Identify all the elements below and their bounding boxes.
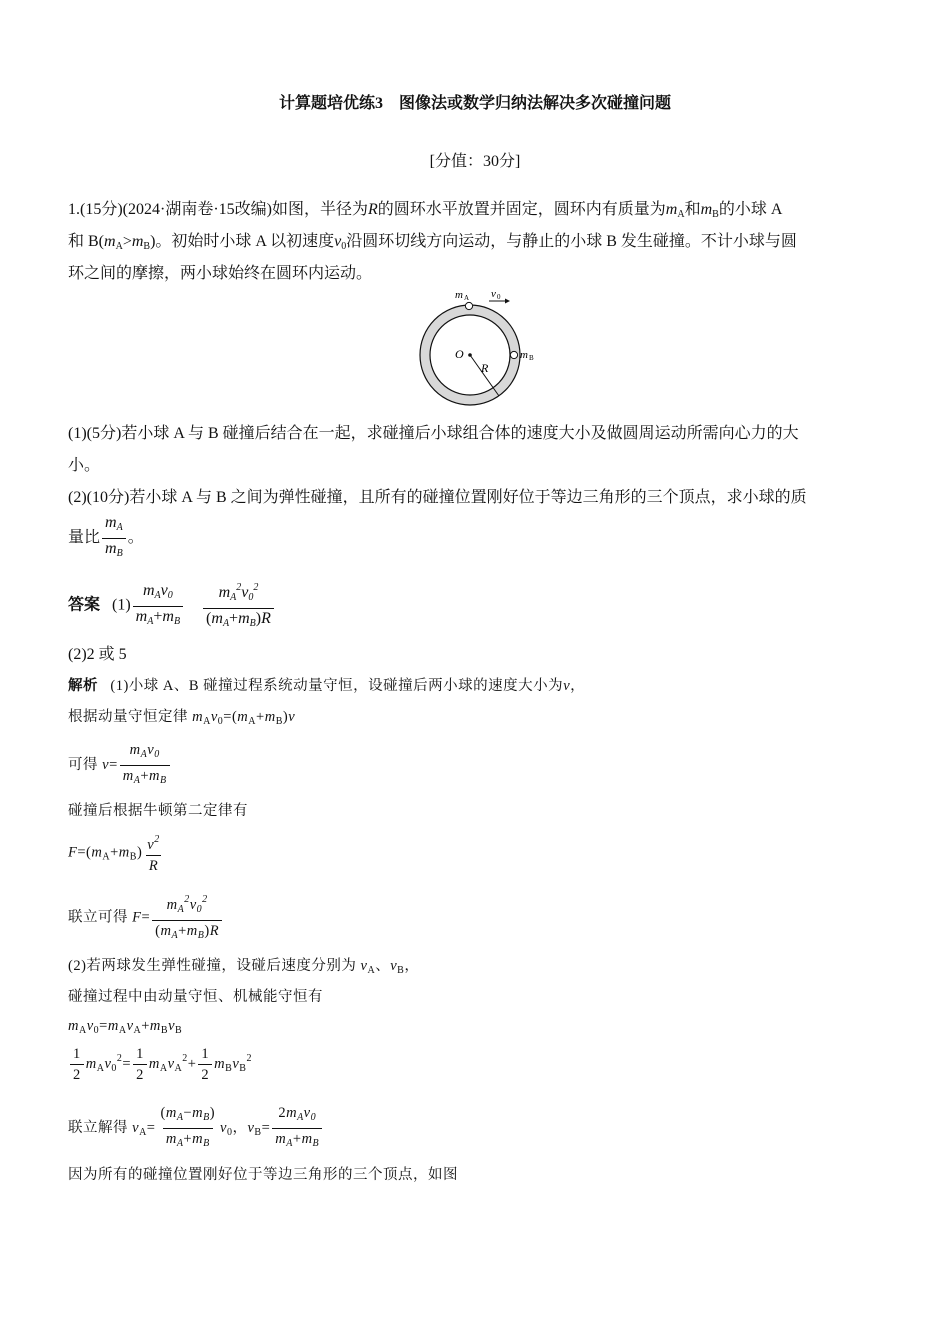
question-2-line-2: 量比 $\frac{m_A}{m_B}$ 。 <box>68 513 144 564</box>
analysis-line-7: (2)若两球发生弹性碰撞，设碰后速度分别为 $v_A$、$v_B$， <box>68 958 420 976</box>
answer-line: 答案 (1) $\frac{m_Av_0}{m_A+m_B}$ $\frac{m_A^2v_0^2}{(m_A+m_B)R}$ <box>68 578 276 634</box>
analysis-label: 解析 <box>68 678 98 694</box>
question-1-line-1: (1)(5分)若小球 A 与 B 碰撞后结合在一起，求碰撞后小球组合体的速度大小及做圆周运动所需向心力的大 <box>68 425 799 442</box>
question-2-line-1: (2)(10分)若小球 A 与 B 之间为弹性碰撞，且所有的碰撞位置刚好位于等边三角形的三个顶点，求小球的质 <box>68 489 807 506</box>
analysis-line-1: 解析 (1)小球 A、B 碰撞过程系统动量守恒，设碰撞后两小球的速度大小为v， <box>68 678 586 694</box>
analysis-line-9: $m_Av_0=m_Av_A+m_Bv_B$ <box>68 1018 183 1036</box>
velocity-sub: 0 <box>497 293 501 301</box>
answer-label: 答案 <box>68 596 101 614</box>
velocity-label: v <box>491 288 496 300</box>
analysis-line-6: 联立可得 F= $\frac{m_A^2v_0^2}{(m_A+m_B)R}$ <box>68 890 224 946</box>
velocity-arrowhead <box>505 299 510 304</box>
ring-figure <box>405 286 550 414</box>
problem-line-1: 1.(15分)(2024·湖南卷·15改编)如图，半径为R的圆环水平放置并固定，圆环内有质量为$m_A$和$m_B$的小球 A <box>68 201 783 220</box>
ball-b <box>510 351 517 358</box>
question-1-line-2: 小。 <box>68 457 101 474</box>
problem-line-3: 环之间的摩擦，两小球始终在圆环内运动。 <box>68 265 373 282</box>
center-label: O <box>455 347 464 361</box>
page-title: 计算题培优练3 图像法或数学归纳法解决多次碰撞问题 <box>278 95 671 112</box>
analysis-line-11: 联立解得 $v_A=$ $\frac{(m_A-m_B)}{m_A+m_B}$ $v_0$，$v_B=$ $\frac{2m_Av_0}{m_A+m_B}$ <box>68 1103 324 1154</box>
analysis-line-3: 可得 v= $\frac{m_Av_0}{m_A+m_B}$ <box>68 740 172 791</box>
analysis-line-8: 碰撞过程中由动量守恒、机械能守恒有 <box>68 989 323 1005</box>
analysis-line-5: $F=(m_A+m_B)$ $\frac{v^2}{R}$ <box>68 834 160 874</box>
ball-b-label: m <box>520 349 528 361</box>
analysis-line-2: 根据动量守恒定律 $m_Av_0=(m_A+m_B)v$ <box>68 709 296 727</box>
ball-b-sub: B <box>529 354 534 362</box>
answer-part-2: (2)2 或 5 <box>68 646 127 663</box>
radius-label: R <box>481 361 489 375</box>
analysis-line-12: 因为所有的碰撞位置刚好位于等边三角形的三个顶点，如图 <box>68 1167 458 1183</box>
analysis-line-10: $\frac{1}{2}$ $m_Av_0^2=$ $\frac{1}{2}$ $m_Av_A^2+$ $\frac{1}{2}$ $m_Bv_B^2$ <box>68 1044 252 1085</box>
analysis-line-4: 碰撞后根据牛顿第二定律有 <box>68 803 248 819</box>
ball-a <box>465 302 472 309</box>
ball-a-sub: A <box>464 294 470 302</box>
ball-a-label: m <box>455 289 463 301</box>
problem-line-2: 和 $B(m_A>m_B)$。初始时小球 A 以初速度$v_0$沿圆环切线方向运动，与静止的小球 B 发生碰撞。不计小球与圆 <box>68 233 797 252</box>
score-line: [分值：30分] <box>429 153 521 170</box>
